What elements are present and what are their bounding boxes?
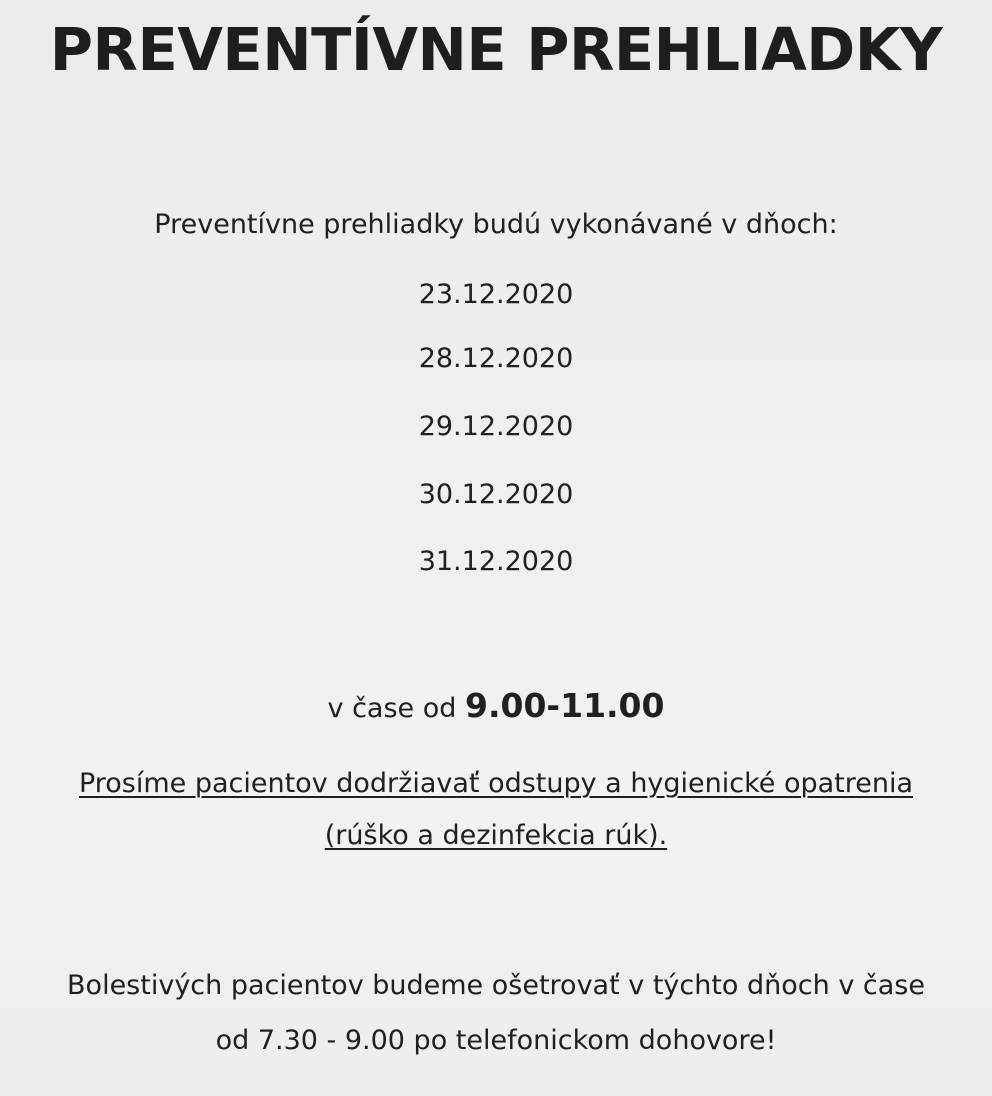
emergency-note-line-2: od 7.30 - 9.00 po telefonickom dohovore! [215, 1025, 777, 1056]
intro-text: Preventívne prehliadky budú vykonávané v dňoch: [154, 209, 838, 240]
notice-title: PREVENTÍVNE PREHLIADKY [49, 15, 943, 84]
date-item: 30.12.2020 [418, 479, 574, 510]
date-item: 23.12.2020 [418, 279, 574, 310]
date-item: 28.12.2020 [418, 343, 574, 374]
time-line [0, 684, 992, 731]
emergency-note-line-1: Bolestivých pacientov budeme ošetrovať v týchto dňoch v čase [67, 970, 925, 1001]
time-hours: 9.00-11.00 [464, 686, 665, 725]
hygiene-request-line-1: Prosíme pacientov dodržiavať odstupy a hygienické opatrenia [78, 768, 914, 799]
hygiene-request-line-2: (rúško a dezinfekcia rúk). [324, 820, 668, 851]
date-item: 31.12.2020 [418, 546, 574, 577]
date-item: 29.12.2020 [418, 411, 574, 442]
time-prefix: v čase od [327, 693, 457, 724]
